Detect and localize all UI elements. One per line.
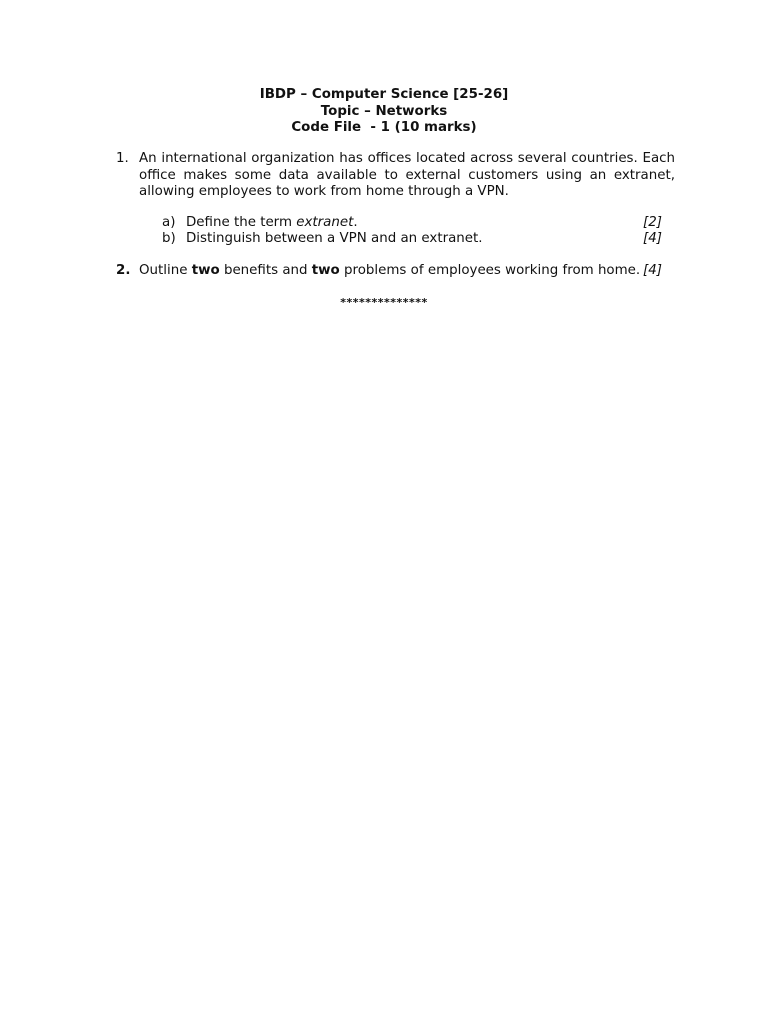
end-marker: ************** [340,296,428,309]
question-2-number: 2. [116,263,131,278]
part-a-letter: a) [162,215,176,230]
part-b-marks: [4] [643,231,662,246]
q2-text-part-1: Outline [139,263,192,278]
part-b-text: Distinguish between a VPN and an extranet. [186,231,483,246]
header-code-file: Code File - 1 (10 marks) [291,120,477,135]
part-a-term: extranet [296,215,354,230]
part-a-text-lead: Define the term [186,215,297,230]
question-1-text: An international organization has offices located across several countries. Each office makes some data available to external customers using an extranet, allowing employees to work from home through a VPN. [139,151,675,199]
q2-bold-two-2: two [311,263,340,278]
q2-bold-two-1: two [191,263,220,278]
header-topic: Topic – Networks [320,103,448,119]
question-2-text [139,263,640,280]
part-a-text [186,215,358,232]
question-1-number: 1. [116,151,129,166]
header-course-title: IBDP – Computer Science [25-26] [259,87,509,102]
q2-text-part-3: problems of employees working from home. [339,263,641,278]
part-a-marks: [2] [643,215,662,230]
q2-text-part-2: benefits and [219,263,312,278]
document-header [0,87,768,137]
part-a-text-end: . [353,215,358,230]
part-b-letter: b) [162,231,176,246]
question-2-marks: [4] [643,263,662,278]
